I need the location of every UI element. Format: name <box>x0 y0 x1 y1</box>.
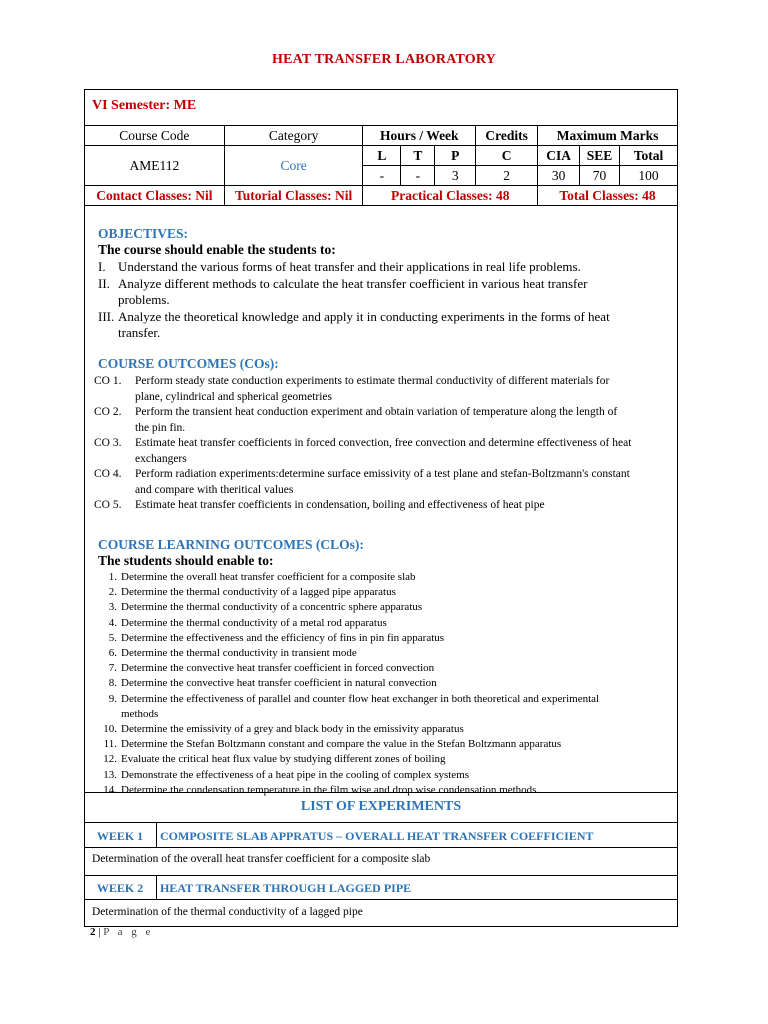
clo-heading: COURSE LEARNING OUTCOMES (CLOs): <box>98 537 364 552</box>
cia-value: 30 <box>538 166 580 186</box>
course-outcome-item <box>94 467 676 483</box>
clo-text: methods <box>121 707 159 720</box>
course-outcome-text: Perform radiation experiments:determine surface emissivity of a test plane and stefan-Boltzmann's constant <box>135 468 630 480</box>
l-header: L <box>363 146 401 166</box>
p-value: 3 <box>435 166 476 186</box>
course-outcome-text-continued: the pin fin. <box>135 421 186 434</box>
divider-line <box>84 875 678 876</box>
p-header: P <box>435 146 476 166</box>
week-2-description: Determination of the thermal conductivity of a lagged pipe <box>92 906 363 918</box>
list-item <box>96 585 676 600</box>
list-item <box>96 661 676 676</box>
divider-line <box>156 875 157 899</box>
total-value: 100 <box>620 166 678 186</box>
practical-classes: Practical Classes: 48 <box>363 186 538 206</box>
clo-text: Determine the thermal conductivity in transient mode <box>121 647 357 660</box>
objectives-heading: OBJECTIVES: <box>98 226 189 241</box>
objectives-intro: The course should enable the students to: <box>98 242 336 257</box>
course-outcome-item <box>94 436 676 452</box>
clo-number: 7. <box>108 662 117 675</box>
divider-line <box>84 822 678 823</box>
course-outcome-text-continued: and compare with theritical values <box>135 483 294 496</box>
t-value: - <box>401 166 435 186</box>
c-value: 2 <box>476 166 538 186</box>
objective-item <box>98 276 658 293</box>
list-item <box>96 692 676 707</box>
clo-number: 1. <box>108 571 117 583</box>
divider-line <box>84 899 678 900</box>
clo-text: Determine the effectiveness and the efficiency of fins in pin fin apparatus <box>121 631 445 644</box>
page-footer <box>90 926 153 938</box>
clo-number: 2. <box>108 586 117 599</box>
list-item <box>96 768 676 783</box>
course-outcome-label: CO 1. <box>94 375 122 387</box>
list-item <box>96 616 676 631</box>
category-header: Category <box>224 126 363 146</box>
l-value: - <box>363 166 401 186</box>
clo-text: Determine the condensation temperature in the film wise and drop wise condensation methods. <box>121 783 540 796</box>
cia-header: CIA <box>538 146 580 166</box>
week-1-description: Determination of the overall heat transfer coefficient for a composite slab <box>92 853 431 865</box>
clo-number: 14. <box>103 783 117 796</box>
clo-text: Determine the emissivity of a grey and black body in the emissivity apparatus <box>121 723 464 736</box>
list-item <box>96 600 676 615</box>
page-word: P a g e <box>103 926 154 938</box>
divider-line <box>84 847 678 848</box>
objective-text-continued: problems. <box>118 292 170 307</box>
list-item <box>96 722 676 737</box>
course-outcome-text: Perform the transient heat conduction experiment and obtain variation of temperature along the length of <box>135 406 618 418</box>
list-item <box>96 570 676 585</box>
objective-text: Analyze the theoretical knowledge and apply it in conducting experiments in the forms of heat <box>118 308 610 324</box>
course-outcome-label: CO 5. <box>94 499 122 511</box>
t-header: T <box>401 146 435 166</box>
clo-number: 13. <box>103 768 117 781</box>
clo-number: 5. <box>108 631 117 644</box>
clo-text: Determine the overall heat transfer coefficient for a composite slab <box>121 571 416 583</box>
course-outcome-text-continued: plane, cylindrical and spherical geometries <box>135 390 333 403</box>
objective-text: Understand the various forms of heat transfer and their applications in real life problems. <box>118 259 581 274</box>
clo-number: 11. <box>103 738 117 751</box>
list-of-experiments-heading: LIST OF EXPERIMENTS <box>300 799 462 814</box>
course-outcome-text: Perform steady state conduction experiments to estimate thermal conductivity of different materials for <box>135 375 610 387</box>
objective-number: II. <box>98 275 110 291</box>
clo-number: 6. <box>108 647 117 660</box>
clo-number: 10. <box>103 723 117 736</box>
clo-text: Determine the thermal conductivity of a concentric sphere apparatus <box>121 601 423 614</box>
clo-number: 3. <box>108 601 117 614</box>
clo-text: Determine the effectiveness of parallel and counter flow heat exchanger in both theoretical and experimental <box>121 692 600 705</box>
c-header: C <box>476 146 538 166</box>
clo-number: 8. <box>108 677 117 690</box>
list-item <box>96 631 676 646</box>
clo-number: 12. <box>103 753 117 766</box>
divider-line <box>156 822 157 847</box>
clo-number: 9. <box>108 692 117 705</box>
see-value: 70 <box>580 166 620 186</box>
course-outcome-item <box>94 405 676 421</box>
course-outcome-label: CO 2. <box>94 406 122 418</box>
objective-number: I. <box>98 259 106 274</box>
clo-text: Determine the thermal conductivity of a lagged pipe apparatus <box>121 586 396 599</box>
clo-text: Determine the thermal conductivity of a metal rod apparatus <box>121 616 387 629</box>
total-header: Total <box>620 146 678 166</box>
list-item <box>96 737 676 752</box>
course-outcomes-list <box>94 374 676 514</box>
course-outcome-text: Estimate heat transfer coefficients in condensation, boiling and effectiveness of heat pipe <box>135 499 545 511</box>
week-1-title: COMPOSITE SLAB APPRATUS – OVERALL HEAT TRANSFER COEFFICIENT <box>160 829 594 843</box>
hours-header: Hours / Week <box>363 126 476 146</box>
course-outcomes-heading: COURSE OUTCOMES (COs): <box>98 356 279 371</box>
see-header: SEE <box>580 146 620 166</box>
max-marks-header: Maximum Marks <box>538 126 678 146</box>
objective-number: III. <box>98 308 115 324</box>
tutorial-classes: Tutorial Classes: Nil <box>224 186 363 206</box>
clo-text: Evaluate the critical heat flux value by studying different zones of boiling <box>121 753 446 766</box>
objective-text-continued: transfer. <box>118 325 161 340</box>
credits-header: Credits <box>476 126 538 146</box>
week-2-title: HEAT TRANSFER THROUGH LAGGED PIPE <box>160 881 412 895</box>
course-outcome-label: CO 3. <box>94 437 122 449</box>
category-value: Core <box>224 146 363 186</box>
clo-text: Demonstrate the effectiveness of a heat pipe in the cooling of complex systems <box>121 768 470 781</box>
objective-item <box>98 259 658 276</box>
list-item <box>96 707 676 722</box>
clo-list <box>96 570 676 798</box>
course-outcome-item <box>94 374 676 390</box>
clo-number: 4. <box>108 616 117 629</box>
total-classes: Total Classes: 48 <box>538 186 678 206</box>
week-1-label: WEEK 1 <box>96 829 144 843</box>
course-outcome-item <box>94 498 676 514</box>
page-separator: | <box>95 926 104 938</box>
course-code-value: AME112 <box>85 146 225 186</box>
document-title: HEAT TRANSFER LABORATORY <box>272 52 496 67</box>
course-outcome-text-continued: exchangers <box>135 452 187 465</box>
list-item <box>96 676 676 691</box>
divider-line <box>84 792 678 793</box>
page-number: 2 <box>90 926 96 938</box>
clo-text: Determine the convective heat transfer coefficient in natural convection <box>121 677 437 690</box>
course-outcome-text: Estimate heat transfer coefficients in forced convection, free convection and determine effectiveness of heat <box>135 437 632 449</box>
course-outcome-label: CO 4. <box>94 468 122 480</box>
objective-text: Analyze different methods to calculate the heat transfer coefficient in various heat transfer <box>118 275 588 291</box>
course-code-header: Course Code <box>85 126 225 146</box>
clo-text: Determine the convective heat transfer coefficient in forced convection <box>121 662 435 675</box>
contact-classes: Contact Classes: Nil <box>85 186 225 206</box>
list-item <box>96 752 676 767</box>
clo-text: Determine the Stefan Boltzmann constant and compare the value in the Stefan Boltzmann apparatus <box>121 738 562 751</box>
semester-label: VI Semester: ME <box>92 98 197 113</box>
list-item <box>96 783 676 798</box>
clo-intro: The students should enable to: <box>98 553 274 568</box>
list-item <box>96 646 676 661</box>
week-2-label: WEEK 2 <box>96 881 144 895</box>
course-header-table <box>84 125 678 206</box>
objective-item <box>98 309 658 326</box>
objectives-list <box>98 259 658 342</box>
